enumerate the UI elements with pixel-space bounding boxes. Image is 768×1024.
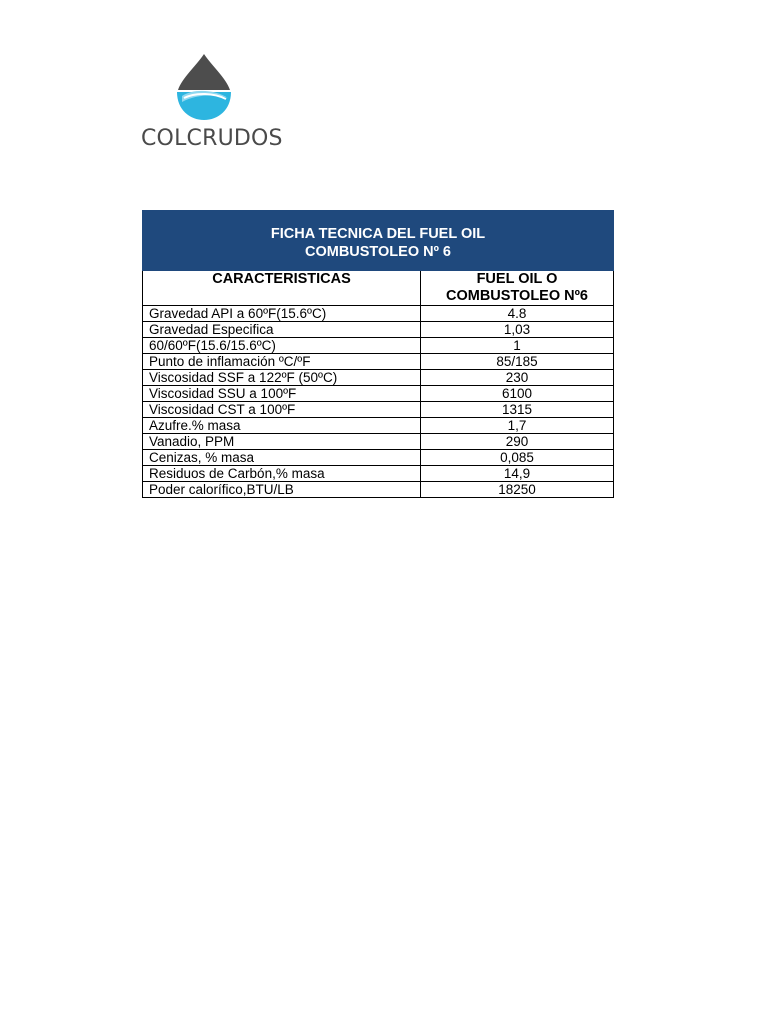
row-label: Gravedad Especifica (143, 322, 421, 338)
row-value: 230 (421, 370, 614, 386)
row-label: Azufre.% masa (143, 418, 421, 434)
table-row (143, 306, 614, 322)
row-label: Punto de inflamación ºC/ºF (143, 354, 421, 370)
column-header-product-line2: COMBUSTOLEO Nº6 (446, 288, 588, 304)
row-value: 18250 (421, 482, 614, 498)
column-header-product-line1: FUEL OIL O (476, 271, 558, 287)
row-value: 1,03 (421, 322, 614, 338)
table-row (143, 338, 614, 354)
table-row (143, 418, 614, 434)
table-row (143, 402, 614, 418)
table-row (143, 322, 614, 338)
fuel-oil-spec-table (142, 210, 614, 498)
table-title-line1: FICHA TECNICA DEL FUEL OIL (270, 225, 486, 242)
row-value: 290 (421, 434, 614, 450)
column-header-product (421, 271, 614, 306)
row-label: Viscosidad SSF a 122ºF (50ºC) (143, 370, 421, 386)
table-row (143, 386, 614, 402)
table-title-line2: COMBUSTOLEO Nº 6 (304, 243, 451, 260)
row-label: Gravedad API a 60ºF(15.6ºC) (143, 306, 421, 322)
row-label: 60/60ºF(15.6/15.6ºC) (143, 338, 421, 354)
row-value: 14,9 (421, 466, 614, 482)
row-value: 0,085 (421, 450, 614, 466)
colcrudos-logo (140, 50, 283, 160)
row-value: 1315 (421, 402, 614, 418)
row-label: Vanadio, PPM (143, 434, 421, 450)
table-row (143, 434, 614, 450)
column-header-characteristics (143, 271, 421, 306)
brand-wordmark: COLCRUDOS (141, 126, 283, 151)
row-label: Viscosidad SSU a 100ºF (143, 386, 421, 402)
row-label: Viscosidad CST a 100ºF (143, 402, 421, 418)
column-header-characteristics-label: CARACTERISTICAS (212, 271, 351, 287)
row-value: 85/185 (421, 354, 614, 370)
table-row (143, 450, 614, 466)
table-row (143, 354, 614, 370)
table-row (143, 482, 614, 498)
row-label: Residuos de Carbón,% masa (143, 466, 421, 482)
table-title (143, 211, 614, 271)
row-value: 4.8 (421, 306, 614, 322)
row-value: 1,7 (421, 418, 614, 434)
table-row (143, 370, 614, 386)
row-label: Cenizas, % masa (143, 450, 421, 466)
row-value: 6100 (421, 386, 614, 402)
row-value: 1 (421, 338, 614, 354)
row-label: Poder calorífico,BTU/LB (143, 482, 421, 498)
table-row (143, 466, 614, 482)
oil-drop-icon (174, 52, 234, 122)
